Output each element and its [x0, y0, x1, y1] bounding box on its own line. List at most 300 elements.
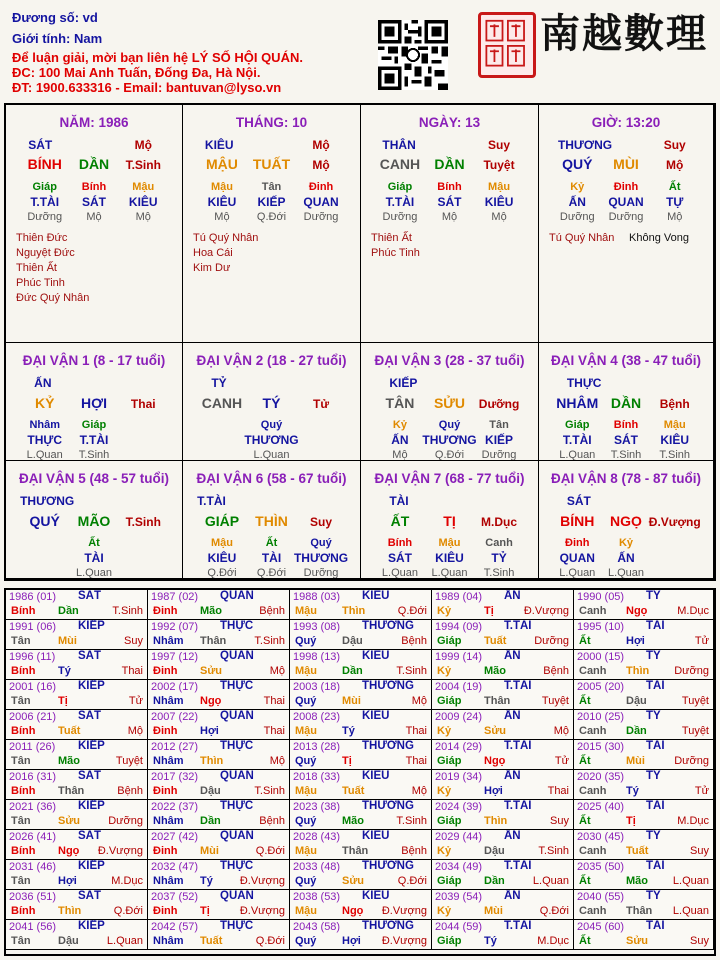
annual-god: THƯƠNG: [362, 620, 414, 632]
luck-stem: TÂN: [385, 395, 415, 411]
annual-cell: [432, 920, 574, 950]
contact-note: Để luận giải, mời bạn liên hệ LÝ SỐ HỘI QUÁN.: [12, 50, 303, 65]
annual-phase: Bệnh: [401, 845, 427, 857]
luck-god: THƯƠNG: [20, 494, 75, 508]
annual-god: ẤN: [504, 590, 521, 602]
annual-god: TÀI: [646, 860, 665, 872]
luck-hidden-phase: L.Quan: [26, 449, 63, 461]
luck-hidden-phase: L.Quan: [253, 449, 290, 461]
luck-hidden-god: KIÊU: [435, 551, 464, 565]
annual-year: 2031 (46): [9, 861, 57, 873]
annual-branch: Tị: [342, 755, 352, 767]
luck-phase: Bệnh: [659, 397, 690, 411]
luck-hidden-god: SÁT: [614, 433, 638, 447]
luck-title: ĐẠI VẬN 8 (78 - 87 tuổi): [550, 471, 702, 486]
luck-stem: QUÝ: [29, 513, 60, 529]
annual-phase: Dưỡng: [108, 815, 143, 827]
annual-stem: Mậu: [295, 905, 317, 917]
annual-cell: [148, 680, 290, 710]
hidden-stem: Giáp: [32, 181, 57, 193]
annual-cell: [6, 860, 148, 890]
annual-cell: [432, 650, 574, 680]
annual-branch: Dần: [626, 725, 647, 737]
annual-stem: Đinh: [153, 665, 178, 677]
luck-title: ĐẠI VẬN 3 (28 - 37 tuổi): [374, 353, 525, 368]
heavenly-stem: CANH: [379, 156, 421, 172]
stem-phase: Mộ: [312, 138, 330, 152]
pillar-title: NGÀY: 13: [418, 115, 481, 130]
luck-hidden-god: TỶ: [491, 551, 507, 565]
annual-stem: Kỷ: [437, 845, 452, 857]
annual-branch: Mùi: [342, 695, 361, 707]
annual-phase: Suy: [690, 935, 709, 947]
annual-phase: Dưỡng: [534, 635, 569, 647]
annual-branch: Thìn: [58, 905, 82, 917]
red-seal-icon: [478, 12, 536, 78]
annual-year: 2006 (21): [9, 711, 57, 723]
annual-phase: Tuyệt: [541, 695, 569, 707]
luck-hidden-phase: Mộ: [392, 449, 408, 461]
luck-title: ĐẠI VẬN 6 (58 - 67 tuổi): [196, 471, 347, 486]
annual-god: THỰC: [220, 860, 254, 872]
luck-cell: [539, 343, 714, 461]
luck-hidden-stem: Quý: [310, 537, 332, 549]
annual-phase: L.Quan: [672, 905, 709, 917]
annual-god: QUAN: [220, 710, 254, 722]
annual-cell: [574, 590, 714, 620]
luck-branch: TÝ: [262, 395, 281, 411]
annual-god: T.TÀI: [504, 800, 532, 812]
annual-god: SÁT: [78, 770, 101, 782]
annual-branch: Hợi: [58, 875, 77, 887]
hidden-phase: Dưỡng: [559, 211, 595, 223]
annual-phase: M.Dục: [111, 875, 143, 887]
luck-god: SÁT: [566, 494, 591, 508]
annual-year: 1997 (12): [151, 651, 199, 663]
annual-branch: Sửu: [626, 935, 649, 947]
luck-hidden-god: QUAN: [559, 551, 595, 565]
annual-phase: T.Sinh: [396, 665, 427, 677]
luck-hidden-stem: Kỷ: [618, 537, 634, 549]
luck-hidden-god: THỰC: [27, 433, 63, 447]
annual-stem: Quý: [295, 755, 317, 767]
annual-branch: Thân: [58, 785, 85, 797]
annual-cell: [148, 830, 290, 860]
special-star: Hoa Cái: [193, 247, 233, 259]
hidden-stem: Ất: [668, 181, 681, 193]
annual-year: 2008 (23): [293, 711, 341, 723]
annual-phase: Q.Đới: [397, 605, 427, 617]
annual-cell: [432, 830, 574, 860]
annual-cell: [432, 770, 574, 800]
annual-phase: Tuyệt: [681, 725, 709, 737]
luck-hidden-phase: Dưỡng: [481, 449, 517, 461]
annual-year: 2036 (51): [9, 891, 57, 903]
luck-phase: Dưỡng: [478, 397, 520, 411]
annual-cell: [6, 740, 148, 770]
luck-phase: Tử: [313, 397, 330, 411]
hidden-phase: Mộ: [491, 211, 507, 223]
annual-year: 2001 (16): [9, 681, 57, 693]
annual-cell: [290, 920, 432, 950]
annual-god: SÁT: [78, 710, 101, 722]
annual-cell: [148, 890, 290, 920]
annual-branch: Ngọ: [58, 845, 80, 857]
annual-stem: Ất: [579, 635, 591, 647]
annual-stem: Ất: [579, 935, 591, 947]
hidden-stem: Đinh: [613, 181, 639, 193]
annual-branch: Mùi: [200, 845, 219, 857]
luck-hidden-stem: Kỷ: [392, 419, 407, 431]
annual-stem: Canh: [579, 605, 607, 617]
annual-phase: Thai: [547, 785, 569, 797]
pillar-cell: [6, 105, 183, 343]
annual-cell: [574, 650, 714, 680]
luck-phase: T.Sinh: [125, 515, 161, 529]
luck-god: T.TÀI: [197, 494, 226, 508]
annual-phase: Q.Đới: [255, 845, 285, 857]
annual-branch: Sửu: [342, 875, 365, 887]
annual-phase: Thai: [405, 755, 427, 767]
hidden-god: T.TÀI: [385, 195, 415, 209]
annual-phase: Mộ: [411, 695, 427, 707]
luck-cell: [361, 461, 539, 579]
annual-cell: [290, 860, 432, 890]
annual-cell: [432, 590, 574, 620]
luck-hidden-phase: L.Quan: [431, 567, 468, 579]
annual-phase: L.Quan: [532, 875, 569, 887]
annual-branch: Mão: [200, 605, 222, 617]
annual-year: 2000 (15): [577, 651, 625, 663]
hidden-phase: Dưỡng: [608, 211, 644, 223]
pillar-cell: [361, 105, 539, 343]
annual-branch: Dần: [200, 815, 221, 827]
annual-stem: Bính: [11, 725, 36, 737]
annual-stem: Đinh: [153, 785, 178, 797]
annual-god: SÁT: [78, 650, 101, 662]
luck-hidden-stem: Bính: [387, 537, 413, 549]
annual-stem: Ất: [579, 815, 591, 827]
annual-stem: Quý: [295, 635, 317, 647]
special-star: Nguyệt Đức: [16, 247, 75, 259]
annual-phase: Q.Đới: [255, 935, 285, 947]
annual-year: 1991 (06): [9, 621, 57, 633]
luck-hidden-stem: Quý: [438, 419, 461, 431]
annual-cell: [148, 620, 290, 650]
annual-god: KIÊU: [362, 710, 390, 722]
luck-hidden-god: T.TÀI: [562, 433, 592, 447]
heavenly-stem: BÍNH: [27, 156, 62, 172]
annual-year: 1998 (13): [293, 651, 341, 663]
annual-phase: T.Sinh: [396, 815, 427, 827]
annual-stem: Quý: [295, 695, 317, 707]
annual-cell: [574, 680, 714, 710]
special-star: Không Vong: [629, 232, 689, 244]
annual-cell: [290, 710, 432, 740]
annual-phase: L.Quan: [106, 935, 143, 947]
annual-stem: Giáp: [437, 755, 462, 767]
luck-hidden-god: SÁT: [387, 551, 412, 565]
luck-hidden-phase: T.Sinh: [610, 449, 642, 461]
hidden-god: KIẾP: [257, 195, 286, 209]
annual-phase: M.Dục: [677, 815, 709, 827]
annual-year: 2033 (48): [293, 861, 341, 873]
annual-branch: Tý: [200, 875, 213, 887]
annual-cell: [148, 860, 290, 890]
annual-phase: Thai: [263, 725, 285, 737]
special-star: Phúc Tinh: [371, 247, 420, 259]
annual-stem: Đinh: [153, 905, 178, 917]
annual-year: 2015 (30): [577, 741, 625, 753]
annual-cell: [432, 680, 574, 710]
annual-year: 2014 (29): [435, 741, 483, 753]
annual-year: 2038 (53): [293, 891, 341, 903]
luck-title: ĐẠI VẬN 5 (48 - 57 tuổi): [18, 471, 170, 486]
annual-cell: [290, 650, 432, 680]
annual-branch: Tuất: [200, 935, 223, 947]
annual-god: TỶ: [646, 590, 661, 602]
annual-phase: Tử: [554, 755, 569, 767]
annual-cell: [6, 770, 148, 800]
annual-stem: Tân: [11, 755, 31, 767]
annual-god: KIÊU: [362, 830, 390, 842]
annual-stem: Ất: [579, 875, 591, 887]
annual-cell: [6, 890, 148, 920]
luck-cell: [183, 343, 361, 461]
annual-phase: Bệnh: [543, 665, 569, 677]
annual-year: 2021 (36): [9, 801, 57, 813]
earthly-branch: DẦN: [78, 156, 110, 172]
annual-branch: Sửu: [484, 725, 507, 737]
annual-branch: Thân: [200, 635, 227, 647]
annual-god: SÁT: [78, 890, 101, 902]
annual-god: THƯƠNG: [362, 860, 414, 872]
annual-god: T.TÀI: [504, 620, 532, 632]
annual-cell: [290, 800, 432, 830]
annual-stem: Giáp: [437, 695, 462, 707]
hidden-phase: Mộ: [86, 211, 102, 223]
annual-god: THỰC: [220, 680, 254, 692]
luck-hidden-god: THƯƠNG: [244, 433, 299, 447]
luck-branch: THÌN: [255, 513, 288, 529]
luck-hidden-stem: Tân: [489, 419, 509, 431]
hidden-stem: Mậu: [132, 181, 155, 193]
pillar-title: GIỜ: 13:20: [591, 115, 661, 130]
annual-stem: Canh: [579, 665, 607, 677]
annual-stem: Canh: [579, 725, 607, 737]
luck-hidden-phase: L.Quan: [75, 567, 113, 579]
annual-branch: Thân: [484, 695, 511, 707]
qr-code-icon: [378, 20, 448, 90]
annual-year: 2003 (18): [293, 681, 341, 693]
annual-god: TÀI: [646, 680, 665, 692]
annual-cell: [6, 680, 148, 710]
annual-god: T.TÀI: [504, 740, 532, 752]
luck-hidden-god: TÀI: [261, 551, 282, 565]
annual-branch: Tuất: [626, 845, 649, 857]
pillar-cell: [183, 105, 361, 343]
luck-phase: M.Dục: [481, 515, 518, 529]
hidden-phase: Dưỡng: [27, 211, 63, 223]
annual-year: 1992 (07): [151, 621, 199, 633]
hidden-stem: Kỷ: [570, 181, 585, 193]
annual-stem: Tân: [11, 875, 31, 887]
annual-stem: Tân: [11, 815, 31, 827]
annual-cell: [574, 710, 714, 740]
annual-stem: Quý: [295, 875, 317, 887]
annual-branch: Ngọ: [200, 695, 222, 707]
annual-phase: Mộ: [269, 665, 285, 677]
annual-phase: Mộ: [127, 725, 143, 737]
luck-hidden-stem: Quý: [260, 419, 283, 431]
hidden-stem: Bính: [81, 181, 107, 193]
annual-branch: Dậu: [342, 635, 363, 647]
annual-year: 2037 (52): [151, 891, 199, 903]
gender: Giới tính: Nam: [12, 31, 103, 46]
annual-god: QUAN: [220, 770, 254, 782]
heavenly-stem: MẬU: [205, 156, 238, 172]
annual-god: KIẾP: [78, 740, 105, 752]
luck-cell: [361, 343, 539, 461]
annual-stem: Kỷ: [437, 725, 452, 737]
stem-phase: Suy: [488, 138, 511, 152]
annual-cell: [290, 830, 432, 860]
luck-hidden-god: ẤN: [617, 551, 635, 565]
annual-phase: Bệnh: [117, 785, 143, 797]
annual-year: 2005 (20): [577, 681, 625, 693]
annual-branch: Thìn: [200, 755, 224, 767]
special-star: Thiên Đức: [16, 232, 68, 244]
special-star: Tú Quý Nhân: [193, 232, 259, 244]
luck-god: TÀI: [389, 494, 409, 508]
annual-god: ẤN: [504, 890, 521, 902]
annual-god: THỰC: [220, 800, 254, 812]
life-phase: Mộ: [312, 158, 330, 172]
luck-hidden-phase: L.Quan: [607, 567, 645, 579]
annual-year: 2023 (38): [293, 801, 341, 813]
annual-god: THƯƠNG: [362, 920, 414, 932]
annual-stem: Ất: [579, 755, 591, 767]
annual-cell: [574, 860, 714, 890]
annual-stem: Canh: [579, 845, 607, 857]
annual-cell: [290, 890, 432, 920]
annual-phase: Tuyệt: [115, 755, 143, 767]
annual-branch: Tý: [626, 785, 639, 797]
hidden-god: SÁT: [437, 195, 462, 209]
annual-branch: Tị: [484, 605, 494, 617]
annual-year: 2018 (33): [293, 771, 341, 783]
annual-cell: [574, 830, 714, 860]
annual-year: 2044 (59): [435, 921, 483, 933]
annual-god: TỶ: [646, 890, 661, 902]
annual-god: TỶ: [646, 770, 661, 782]
annual-branch: Tuất: [342, 785, 365, 797]
annual-branch: Mão: [342, 815, 364, 827]
annual-cell: [6, 620, 148, 650]
annual-branch: Tý: [484, 935, 497, 947]
annual-year: 2029 (44): [435, 831, 483, 843]
luck-cell: [6, 343, 183, 461]
luck-hidden-stem: Nhâm: [29, 419, 60, 431]
annual-phase: Đ.Vượng: [97, 845, 143, 857]
annual-branch: Ngọ: [484, 755, 506, 767]
annual-cell: [148, 650, 290, 680]
annual-year: 2026 (41): [9, 831, 57, 843]
annual-phase: Tử: [694, 785, 709, 797]
luck-phase: Thai: [130, 397, 156, 411]
luck-hidden-phase: Q.Đới: [256, 567, 287, 579]
luck-stem: ẤT: [390, 513, 410, 529]
annual-stem: Canh: [579, 785, 607, 797]
annual-god: KIẾP: [78, 920, 105, 932]
annual-year: 2013 (28): [293, 741, 341, 753]
luck-hidden-stem: Ất: [265, 537, 278, 549]
annual-stem: Nhâm: [153, 635, 184, 647]
annual-branch: Tý: [58, 665, 71, 677]
annual-cell: [290, 590, 432, 620]
annual-year: 2022 (37): [151, 801, 199, 813]
luck-hidden-phase: L.Quan: [381, 567, 418, 579]
luck-cell: [6, 461, 183, 579]
annual-stem: Giáp: [437, 935, 462, 947]
annual-stem: Bính: [11, 605, 36, 617]
annual-stem: Nhâm: [153, 815, 184, 827]
annual-branch: Hợi: [342, 935, 361, 947]
annual-phase: Thai: [121, 665, 143, 677]
annual-stem: Bính: [11, 665, 36, 677]
annual-phase: Q.Đới: [539, 905, 569, 917]
annual-year: 2002 (17): [151, 681, 199, 693]
chart-grid: [4, 103, 716, 581]
special-star: Thiên Ất: [16, 262, 57, 274]
hidden-god: ẤN: [568, 195, 586, 209]
annual-year: 2012 (27): [151, 741, 199, 753]
luck-stem: KỶ: [34, 395, 55, 411]
annual-cell: [148, 920, 290, 950]
annual-cell: [290, 740, 432, 770]
annual-phase: Suy: [550, 815, 569, 827]
annual-god: QUAN: [220, 650, 254, 662]
hidden-phase: Q.Đới: [256, 211, 287, 223]
annual-phase: Đ.Vượng: [239, 905, 285, 917]
annual-cell: [290, 770, 432, 800]
annual-stem: Giáp: [437, 635, 462, 647]
luck-hidden-phase: T.Sinh: [659, 449, 691, 461]
luck-god: TỶ: [211, 376, 227, 390]
annual-god: T.TÀI: [504, 860, 532, 872]
annual-god: ẤN: [504, 770, 521, 782]
annual-branch: Thìn: [626, 665, 650, 677]
phone-email: ĐT: 1900.633316 - Email: bantuvan@lyso.vn: [12, 80, 282, 95]
annual-year: 2004 (19): [435, 681, 483, 693]
luck-branch: HỢI: [81, 395, 107, 411]
annual-god: QUAN: [220, 890, 254, 902]
annual-stem: Đinh: [153, 605, 178, 617]
annual-god: TÀI: [646, 800, 665, 812]
annual-branch: Mùi: [58, 635, 77, 647]
hidden-phase: Dưỡng: [303, 211, 339, 223]
annual-year: 1993 (08): [293, 621, 341, 633]
annual-branch: Mão: [484, 665, 506, 677]
annual-branch: Dậu: [200, 785, 221, 797]
stem-god: THÂN: [382, 138, 416, 152]
annual-god: TÀI: [646, 920, 665, 932]
luck-hidden-phase: Q.Đới: [434, 449, 465, 461]
hidden-stem: Mậu: [210, 181, 233, 193]
life-phase: T.Sinh: [125, 158, 161, 172]
annual-cell: [6, 590, 148, 620]
annual-year: 2020 (35): [577, 771, 625, 783]
